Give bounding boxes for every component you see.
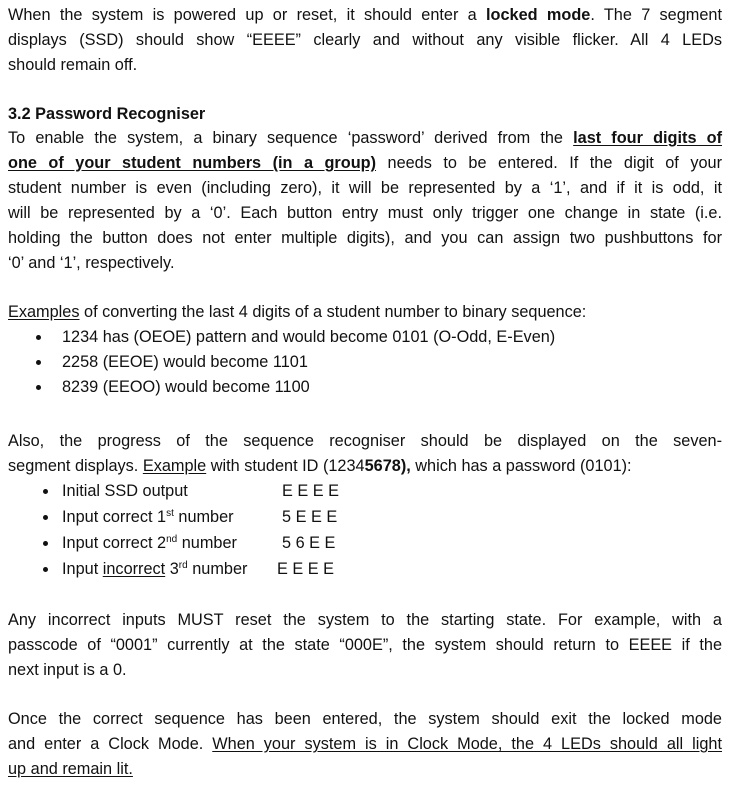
bullet-icon bbox=[43, 567, 48, 572]
clock-line-2 bbox=[8, 734, 722, 754]
password-line-6: ‘0’ and ‘1’, respectively. bbox=[8, 254, 175, 272]
ssd-row-label bbox=[62, 533, 237, 553]
progress-line-1: Also, the progress of the sequence recogniser should be displayed on the seven- bbox=[8, 432, 722, 450]
intro-line-3: should remain off. bbox=[8, 56, 138, 74]
example-underlined: Example bbox=[142, 457, 207, 475]
bullet-icon bbox=[43, 515, 48, 520]
reset-line-3: next input is a 0. bbox=[8, 661, 127, 679]
section-heading: 3.2 Password Recogniser bbox=[8, 105, 206, 123]
bullet-icon bbox=[36, 335, 41, 340]
ssd-label-text: number bbox=[177, 534, 237, 552]
examples-underlined: Examples bbox=[8, 303, 80, 321]
ssd-row-value: 5 6 E E bbox=[282, 534, 336, 552]
ssd-label-text: number bbox=[187, 560, 248, 578]
clock-line-3 bbox=[8, 759, 133, 779]
progress-text: segment displays. bbox=[8, 457, 143, 475]
ssd-label-text: 3 bbox=[165, 560, 179, 578]
intro-text: When the system is powered up or reset, it should enter a bbox=[8, 6, 487, 24]
ordinal-suffix: rd bbox=[178, 560, 188, 571]
ssd-label-text: Input correct 1 bbox=[62, 508, 167, 526]
ssd-row-value: 5 E E E bbox=[282, 508, 338, 526]
progress-text: with student ID (1234 bbox=[206, 457, 365, 475]
bullet-icon bbox=[36, 385, 41, 390]
ordinal-suffix: st bbox=[166, 508, 174, 519]
progress-text: which has a password (0101): bbox=[410, 457, 632, 475]
password-line-4: will be represented by a ‘0’. Each button entry must only trigger one change in state (i.e. bbox=[8, 204, 722, 222]
clock-mode-underlined: up and remain lit. bbox=[8, 760, 133, 778]
password-line-2 bbox=[8, 153, 722, 173]
bullet-icon bbox=[43, 541, 48, 546]
examples-lead-text: of converting the last 4 digits of a student number to binary sequence: bbox=[79, 303, 587, 321]
ssd-row-label bbox=[62, 507, 234, 527]
clock-line-1: Once the correct sequence has been entered, the system should exit the locked mode bbox=[8, 710, 722, 728]
bullet-icon bbox=[43, 489, 48, 494]
clock-text: and enter a Clock Mode. bbox=[8, 735, 213, 753]
password-line-3: student number is even (including zero), it will be represented by a ‘1’, and if it is odd, it bbox=[8, 179, 722, 197]
student-id-bold: 5678), bbox=[364, 457, 411, 475]
example-item: 8239 (EEOO) would become 1100 bbox=[62, 378, 310, 396]
reset-line-1: Any incorrect inputs MUST reset the system to the starting state. For example, with a bbox=[8, 611, 722, 629]
locked-mode-bold: locked mode bbox=[486, 6, 591, 24]
bullet-icon bbox=[36, 360, 41, 365]
ssd-row-value: E E E E bbox=[277, 560, 335, 578]
password-line-5: holding the button does not enter multiple digits), and you can assign two pushbuttons for bbox=[8, 229, 722, 247]
reset-line-2: passcode of “0001” currently at the state “000E”, the system should return to EEEE if the bbox=[8, 636, 722, 654]
example-item: 1234 has (OEOE) pattern and would become 0101 (O-Odd, E-Even) bbox=[62, 328, 556, 346]
password-line-1 bbox=[8, 128, 722, 148]
intro-text: . The 7 segment bbox=[590, 6, 722, 24]
ssd-row-label bbox=[62, 481, 188, 501]
ssd-label-text: Initial SSD output bbox=[62, 482, 188, 500]
examples-lead bbox=[8, 302, 586, 322]
incorrect-underlined: incorrect bbox=[102, 560, 166, 578]
ssd-row-label bbox=[62, 559, 247, 579]
password-text: needs to be entered. If the digit of your bbox=[376, 154, 722, 172]
intro-line-1 bbox=[8, 5, 722, 25]
progress-line-2 bbox=[8, 456, 632, 476]
clock-mode-underlined: When your system is in Clock Mode, the 4 LEDs should all light bbox=[212, 735, 722, 753]
student-numbers-emphasis: one of your student numbers (in a group) bbox=[8, 154, 377, 172]
last-four-digits-emphasis: last four digits of bbox=[573, 129, 722, 147]
ssd-label-text: number bbox=[173, 508, 234, 526]
ssd-label-text: Input bbox=[62, 560, 103, 578]
password-text: To enable the system, a binary sequence ‘password’ derived from the bbox=[8, 129, 574, 147]
ordinal-suffix: nd bbox=[166, 534, 178, 545]
example-item: 2258 (EEOE) would become 1101 bbox=[62, 353, 308, 371]
intro-line-2: displays (SSD) should show “EEEE” clearly and without any visible flicker. All 4 LEDs bbox=[8, 31, 722, 49]
ssd-label-text: Input correct 2 bbox=[62, 534, 167, 552]
ssd-row-value: E E E E bbox=[282, 482, 340, 500]
